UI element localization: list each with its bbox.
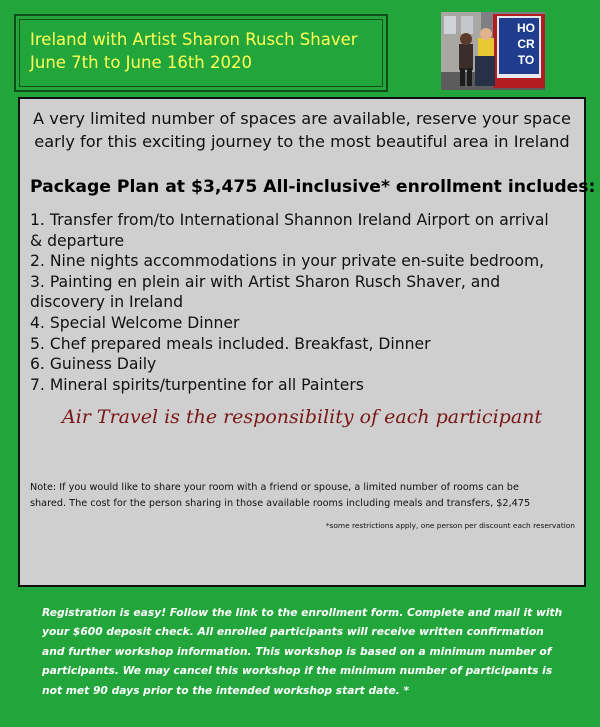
registration-info xyxy=(42,603,572,700)
list-item: 5. Chef prepared meals included. Breakfast, Dinner xyxy=(30,334,431,353)
list-item: 1. Transfer from/to International Shannon Ireland Airport on arrival xyxy=(30,211,549,229)
note-line: shared. The cost for the person sharing in those available rooms including meals and transfers, $2,475 xyxy=(30,498,531,509)
footer-line: not met 90 days prior to the intended workshop start date. * xyxy=(42,683,410,697)
list-item: 7. Mineral spirits/turpentine for all Painters xyxy=(30,375,364,394)
air-travel-notice: Air Travel is the responsibility of each participant xyxy=(61,406,543,428)
footer-line: participants. We may cancel this workshop if the minimum number of participants is xyxy=(42,664,553,678)
list-item: 4. Special Welcome Dinner xyxy=(30,313,240,332)
info-panel xyxy=(18,97,596,587)
event-dates: June 7th to June 16th 2020 xyxy=(30,53,252,72)
intro-text xyxy=(20,107,584,153)
list-item: & departure xyxy=(30,231,125,250)
list-item: 2. Nine nights accommodations in your private en-suite bedroom, xyxy=(30,252,545,271)
footer-line: and further workshop information. This workshop is based on a minimum number of xyxy=(42,644,552,658)
photo-sign-text-1: HO xyxy=(517,21,535,35)
note-line: Note: If you would like to share your room with a friend or spouse, a limited number of rooms can be xyxy=(30,482,519,493)
list-item: 6. Guiness Daily xyxy=(30,355,157,374)
room-share-note xyxy=(30,480,580,512)
footer-line: your $600 deposit check. All enrolled participants will receive written confirmation xyxy=(42,625,544,639)
street-photo-illustration xyxy=(441,12,545,90)
intro-line: A very limited number of spaces are available, reserve your space xyxy=(33,109,571,128)
inclusions-list xyxy=(30,210,580,395)
restrictions-note: *some restrictions apply, one person per discount each reservation xyxy=(325,521,575,530)
title-box xyxy=(14,14,388,92)
photo-sign-text-2: CR xyxy=(517,37,535,51)
footer-line: Registration is easy! Follow the link to the enrollment form. Complete and mail it with xyxy=(42,606,563,619)
list-item: discovery in Ireland xyxy=(30,293,183,312)
intro-line: early for this exciting journey to the most beautiful area in Ireland xyxy=(34,132,570,151)
photo-sign-text-3: TO xyxy=(517,53,535,67)
page-title: Ireland with Artist Sharon Rusch Shaver xyxy=(30,30,358,49)
list-item: 3. Painting en plein air with Artist Sharon Rusch Shaver, and xyxy=(30,272,501,291)
package-heading: Package Plan at $3,475 All-inclusive* enrollment includes: xyxy=(30,177,596,197)
street-photo xyxy=(441,12,545,90)
